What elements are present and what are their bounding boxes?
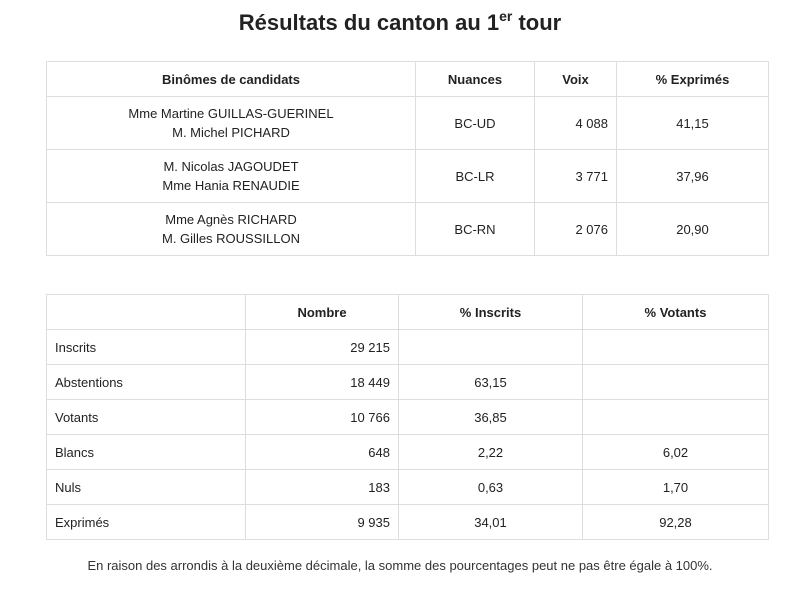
- title-suffix: tour: [512, 10, 562, 35]
- pct-exprimes-cell: 20,90: [617, 203, 769, 256]
- title-superscript: er: [499, 8, 513, 24]
- candidate-pair: [47, 97, 416, 150]
- table-row: [47, 365, 769, 400]
- page-title: [0, 9, 800, 37]
- nuance-cell: BC-UD: [416, 97, 535, 150]
- header-pct-inscrits: % Inscrits: [399, 295, 583, 330]
- stat-nombre: 648: [246, 435, 399, 470]
- title-main: Résultats du canton au 1: [238, 10, 500, 35]
- nuance-cell: BC-RN: [416, 203, 535, 256]
- stat-label: Exprimés: [47, 505, 246, 540]
- stat-pct-inscrits: 36,85: [399, 400, 583, 435]
- stat-label: Nuls: [47, 470, 246, 505]
- table-row: [47, 203, 769, 256]
- voix-cell: 4 088: [535, 97, 617, 150]
- voix-cell: 2 076: [535, 203, 617, 256]
- stat-pct-inscrits: [399, 330, 583, 365]
- stat-pct-inscrits: 34,01: [399, 505, 583, 540]
- stat-pct-inscrits: 0,63: [399, 470, 583, 505]
- stat-label: Blancs: [47, 435, 246, 470]
- table-row: [47, 330, 769, 365]
- table-row: [47, 400, 769, 435]
- stat-pct-votants: 6,02: [583, 435, 769, 470]
- table-row: [47, 97, 769, 150]
- header-nombre: Nombre: [246, 295, 399, 330]
- stat-label: Abstentions: [47, 365, 246, 400]
- candidate-name: Mme Martine GUILLAS-GUERINEL: [128, 106, 334, 121]
- stat-pct-inscrits: 63,15: [399, 365, 583, 400]
- table-row: [47, 150, 769, 203]
- table-row: [47, 505, 769, 540]
- candidate-name: M. Michel PICHARD: [172, 125, 290, 140]
- header-empty: [47, 295, 246, 330]
- candidate-pair: [47, 203, 416, 256]
- rounding-footnote: En raison des arrondis à la deuxième décimale, la somme des pourcentages peut ne pas être égale à 100%.: [87, 558, 713, 573]
- header-pct-exprimes: % Exprimés: [617, 62, 769, 97]
- stat-pct-inscrits: 2,22: [399, 435, 583, 470]
- stat-nombre: 18 449: [246, 365, 399, 400]
- candidates-results-table: [46, 61, 769, 256]
- header-pct-votants: % Votants: [583, 295, 769, 330]
- stat-nombre: 10 766: [246, 400, 399, 435]
- stat-pct-votants: 92,28: [583, 505, 769, 540]
- candidate-name: M. Gilles ROUSSILLON: [162, 231, 300, 246]
- candidate-name: M. Nicolas JAGOUDET: [163, 159, 299, 174]
- stat-label: Votants: [47, 400, 246, 435]
- header-nuances: Nuances: [416, 62, 535, 97]
- stat-pct-votants: [583, 400, 769, 435]
- stats-header-row: [47, 295, 769, 330]
- voix-cell: 3 771: [535, 150, 617, 203]
- nuance-cell: BC-LR: [416, 150, 535, 203]
- stat-pct-votants: 1,70: [583, 470, 769, 505]
- candidate-name: Mme Agnès RICHARD: [165, 212, 297, 227]
- header-voix: Voix: [535, 62, 617, 97]
- table-row: [47, 435, 769, 470]
- stat-pct-votants: [583, 330, 769, 365]
- stat-nombre: 29 215: [246, 330, 399, 365]
- header-binomes: Binômes de candidats: [47, 62, 416, 97]
- candidates-header-row: [47, 62, 769, 97]
- stat-nombre: 183: [246, 470, 399, 505]
- stat-nombre: 9 935: [246, 505, 399, 540]
- turnout-stats-table: [46, 294, 769, 540]
- pct-exprimes-cell: 37,96: [617, 150, 769, 203]
- candidate-pair: [47, 150, 416, 203]
- stat-pct-votants: [583, 365, 769, 400]
- table-row: [47, 470, 769, 505]
- pct-exprimes-cell: 41,15: [617, 97, 769, 150]
- stat-label: Inscrits: [47, 330, 246, 365]
- candidate-name: Mme Hania RENAUDIE: [162, 178, 300, 193]
